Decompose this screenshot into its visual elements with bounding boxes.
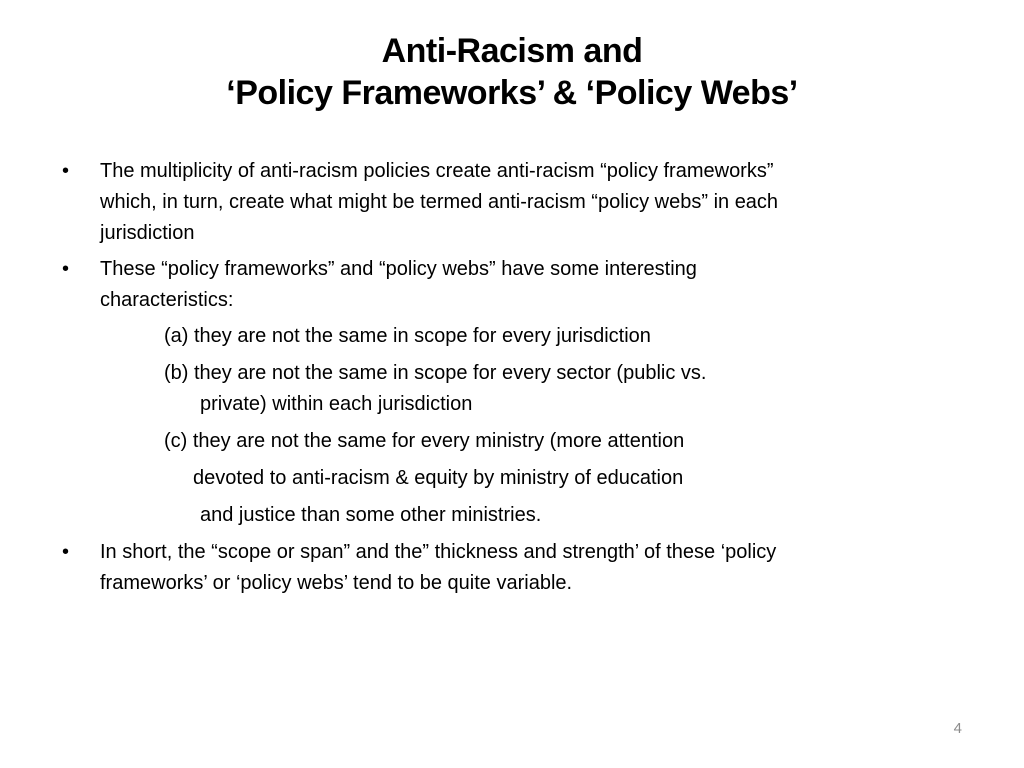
sub-item-text-line: private) within each jurisdiction bbox=[200, 393, 473, 415]
bullet-text-line: frameworks’ or ‘policy webs’ tend to be quite variable. bbox=[100, 572, 573, 594]
bullet-text-line: characteristics: bbox=[100, 289, 234, 311]
sub-item-text-line: devoted to anti-racism & equity by ministry of education bbox=[193, 467, 684, 489]
bullet-text-line: These “policy frameworks” and “policy webs” have some interesting bbox=[100, 258, 697, 280]
sub-item-text-line: and justice than some other ministries. bbox=[200, 504, 542, 526]
page-number: 4 bbox=[953, 720, 962, 737]
title-line-1: Anti-Racism and bbox=[381, 32, 643, 70]
bullet-item-multiplicity bbox=[58, 156, 958, 249]
bullet-text-line: which, in turn, create what might be termed anti-racism “policy webs” in each bbox=[100, 191, 779, 213]
sub-item-text-line: (b) they are not the same in scope for every sector (public vs. bbox=[164, 362, 707, 384]
bullet-icon: • bbox=[62, 160, 70, 182]
title-line-2: ‘Policy Frameworks’ & ‘Policy Webs’ bbox=[226, 74, 798, 112]
slide-body bbox=[58, 156, 958, 604]
bullet-text-line: The multiplicity of anti-racism policies create anti-racism “policy frameworks” bbox=[100, 160, 774, 182]
bullet-text-line: In short, the “scope or span” and the” thickness and strength’ of these ‘policy bbox=[100, 541, 777, 563]
bullet-text-line: jurisdiction bbox=[100, 222, 195, 244]
sub-item-c bbox=[58, 426, 958, 531]
bullet-item-characteristics bbox=[58, 254, 958, 316]
sub-item-text-line: (a) they are not the same in scope for every jurisdiction bbox=[164, 325, 651, 347]
bullet-icon: • bbox=[62, 541, 70, 563]
sub-item-text-line: (c) they are not the same for every ministry (more attention bbox=[164, 430, 685, 452]
sub-item-b bbox=[58, 358, 958, 420]
bullet-item-in-short bbox=[58, 537, 958, 599]
bullet-icon: • bbox=[62, 258, 70, 280]
sub-item-a bbox=[58, 321, 958, 352]
slide-title bbox=[0, 30, 1024, 114]
